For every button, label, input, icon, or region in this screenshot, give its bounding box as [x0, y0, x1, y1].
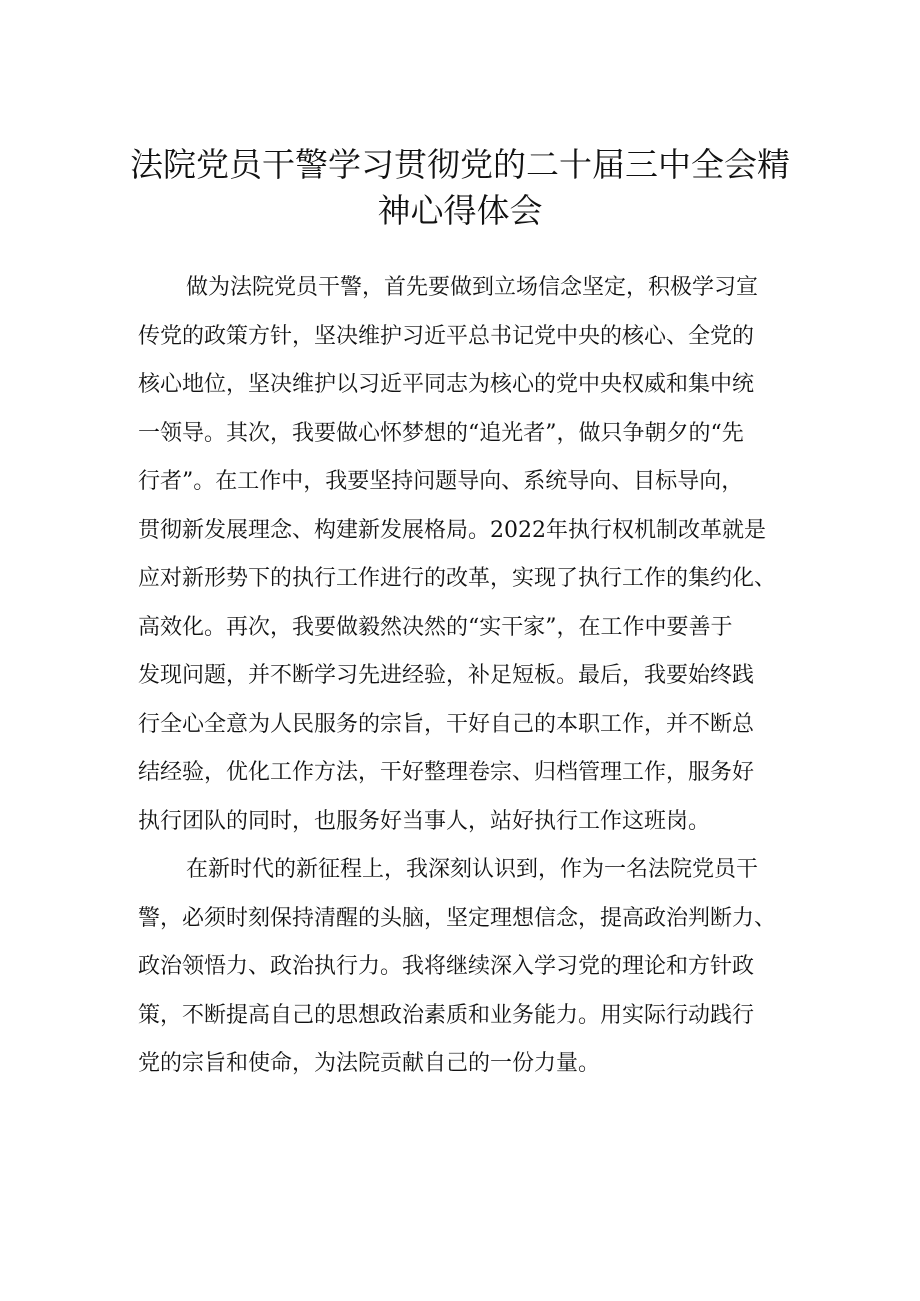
text-line: 贯彻新发展理念、构建新发展格局。2022年执行权机制改革就是 — [138, 517, 766, 543]
title-line: 法院党员干警学习贯彻党的二十届三中全会精 — [130, 145, 790, 184]
text-line: 策，不断提高自己的思想政治素质和业务能力。用实际行动践行 — [138, 1002, 755, 1028]
text-line: 行者”。在工作中，我要坚持问题导向、系统导向、目标导向， — [138, 469, 744, 494]
text-line: 核心地位，坚决维护以习近平同志为核心的党中央权威和集中统 — [138, 372, 755, 397]
text-line: 政治领悟力、政治执行力。我将继续深入学习党的理论和方针政 — [138, 954, 755, 979]
text-line: 高效化。再次，我要做毅然决然的“实干家”，在工作中要善于 — [138, 614, 733, 640]
text-line: 传党的政策方针，坚决维护习近平总书记党中央的核心、全党的 — [138, 323, 755, 349]
document-body — [138, 264, 788, 1089]
title-line: 神心得体会 — [377, 191, 543, 230]
text-line: 警，必须时刻保持清醒的头脑，坚定理想信念，提高政治判断力、 — [138, 905, 777, 931]
text-line: 发现问题，并不断学习先进经验，补足短板。最后，我要始终践 — [138, 663, 755, 688]
paragraph-2 — [138, 846, 788, 1089]
text-line: 行全心全意为人民服务的宗旨，干好自己的本职工作，并不断总 — [138, 711, 755, 737]
document-title — [110, 142, 810, 234]
text-line: 应对新形势下的执行工作进行的改革，实现了执行工作的集约化、 — [138, 566, 777, 591]
text-line: 执行团队的同时，也服务好当事人，站好执行工作这班岗。 — [138, 808, 711, 834]
text-line: 做为法院党员干警，首先要做到立场信念坚定，积极学习宣 — [186, 275, 759, 300]
text-line: 党的宗旨和使命，为法院贡献自己的一份力量。 — [138, 1051, 601, 1076]
text-line: 一领导。其次，我要做心怀梦想的“追光者”，做只争朝夕的“先 — [138, 420, 744, 446]
text-line: 在新时代的新征程上，我深刻认识到，作为一名法院党员干 — [186, 857, 759, 882]
text-line: 结经验，优化工作方法，干好整理卷宗、归档管理工作，服务好 — [138, 760, 755, 785]
paragraph-1 — [138, 264, 788, 846]
